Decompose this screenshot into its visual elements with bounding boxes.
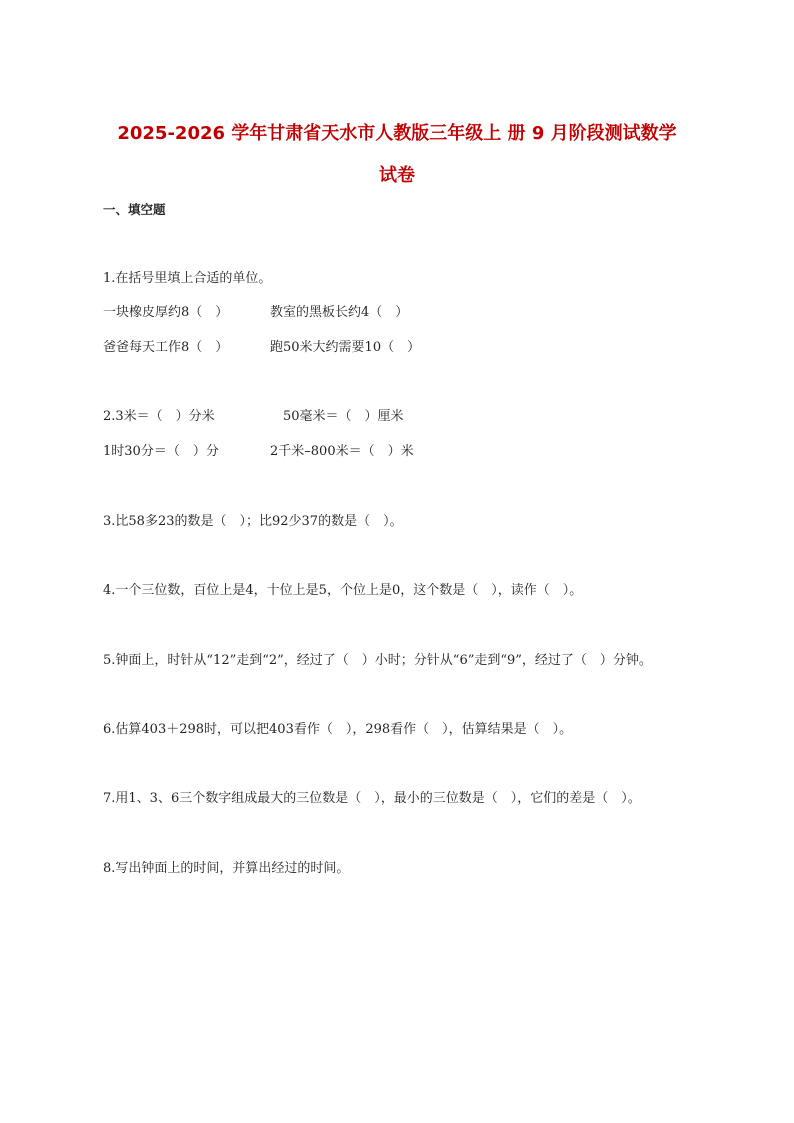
section-heading-fill-in: 一、填空题 bbox=[103, 202, 166, 217]
question-6: 6.估算403＋298时，可以把403看作（ ），298看作（ ），估算结果是（ ）。 bbox=[103, 722, 573, 737]
exam-title-line-1: 2025-2026 学年甘肃省天水市人教版三年级上 册 9 月阶段测试数学 bbox=[117, 123, 677, 144]
question-1-item-a: 一块橡皮厚约8（ ） bbox=[103, 305, 229, 320]
question-2-item-a: 2.3米＝（ ）分米 bbox=[103, 409, 215, 424]
question-1-item-d: 跑50米大约需要10（ ） bbox=[270, 340, 421, 355]
exam-title-line-2: 试卷 bbox=[379, 165, 415, 186]
question-8: 8.写出钟面上的时间，并算出经过的时间。 bbox=[103, 861, 350, 876]
question-1-item-c: 爸爸每天工作8（ ） bbox=[103, 340, 229, 355]
question-3: 3.比58多23的数是（ ）；比92少37的数是（ ）。 bbox=[103, 514, 403, 529]
question-7: 7.用1、3、6三个数字组成最大的三位数是（ ），最小的三位数是（ ），它们的差是（ ）。 bbox=[103, 791, 641, 806]
question-4: 4.一个三位数，百位上是4，十位上是5，个位上是0，这个数是（ ），读作（ ）。 bbox=[103, 583, 583, 598]
question-2-item-b: 50毫米＝（ ）厘米 bbox=[283, 409, 404, 424]
question-1-item-b: 教室的黑板长约4（ ） bbox=[270, 305, 409, 320]
question-5: 5.钟面上，时针从“12”走到“2”，经过了（ ）小时；分针从“6”走到“9”，经过了（ ）分钟。 bbox=[103, 653, 652, 668]
question-2-item-d: 2千米–800米＝（ ）米 bbox=[270, 444, 414, 459]
question-2-item-c: 1时30分＝（ ）分 bbox=[103, 444, 219, 459]
question-1-stem: 1.在括号里填上合适的单位。 bbox=[103, 271, 272, 286]
